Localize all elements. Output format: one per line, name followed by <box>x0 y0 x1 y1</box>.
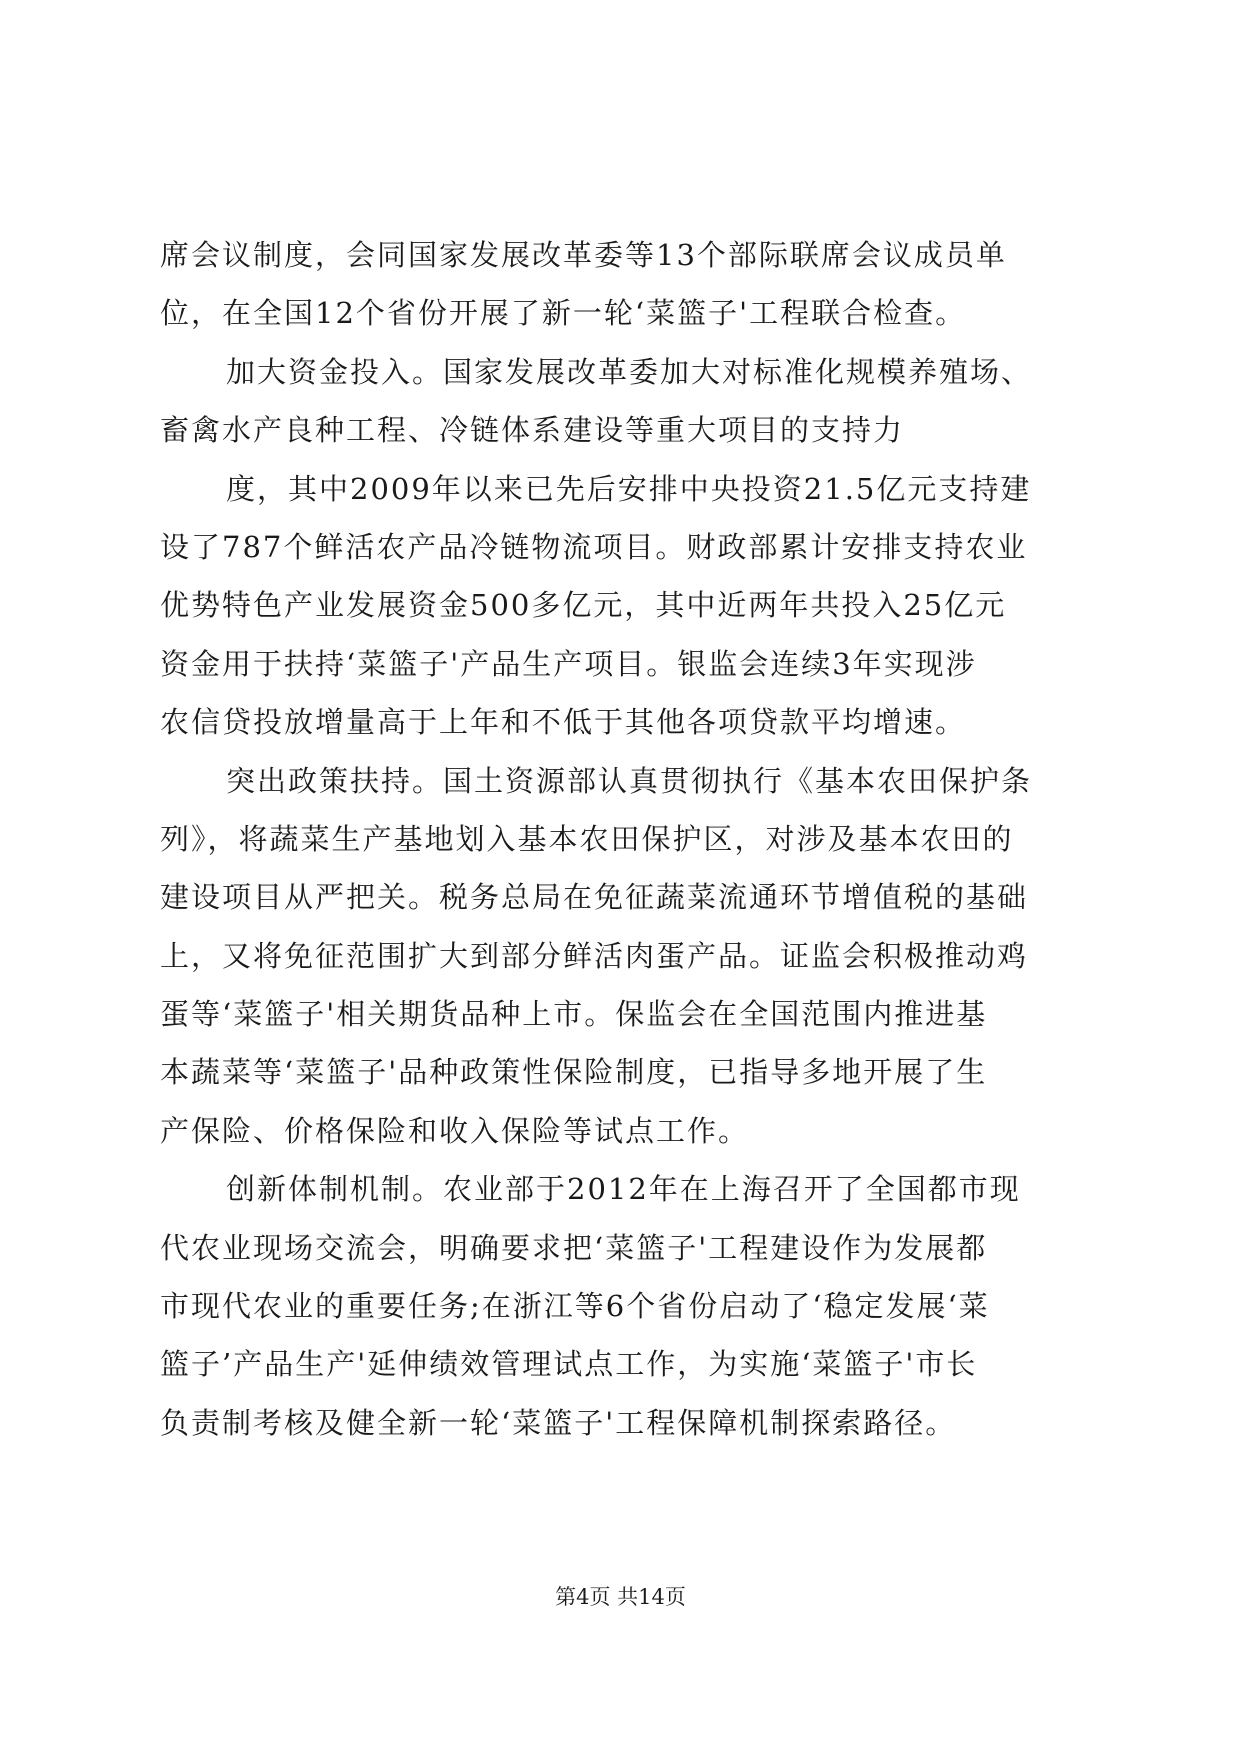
text-line: 设了787个鲜活农产品冷链物流项目。财政部累计安排支持农业 <box>160 529 1028 564</box>
text-line: 篮子’产品生产'延伸绩效管理试点工作，为实施‘菜篮子'市长 <box>160 1347 978 1382</box>
text-line: 负责制考核及健全新一轮‘菜篮子'工程保障机制探索路径。 <box>160 1405 957 1440</box>
text-line: 列》，将蔬菜生产基地划入基本农田保护区，对涉及基本农田的 <box>160 821 1014 856</box>
text-line: 位，在全国12个省份开展了新一轮‘菜篮子'工程联合检查。 <box>160 296 967 331</box>
text-line: 蛋等‘菜篮子'相关期货品种上市。保监会在全国范围内推进基 <box>160 997 988 1032</box>
text-line: 农信贷投放增量高于上年和不低于其他各项贷款平均增速。 <box>160 705 967 740</box>
text-line: 度，其中2009年以来已先后安排中央投资21.5亿元支持建 <box>226 471 1032 506</box>
text-line: 产保险、价格保险和收入保险等试点工作。 <box>160 1113 750 1148</box>
text-line: 建设项目从严把关。税务总局在免征蔬菜流通环节增值税的基础 <box>160 880 1029 915</box>
text-line: 本蔬菜等‘菜篮子'品种政策性保险制度，已指导多地开展了生 <box>160 1055 988 1090</box>
text-line: 优势特色产业发展资金500多亿元，其中近两年共投入25亿元 <box>160 588 1007 623</box>
paragraph-heading-line: 突出政策扶持。国土资源部认真贯彻执行《基本农田保护条 <box>226 763 1033 798</box>
text-line: 畜禽水产良种工程、冷链体系建设等重大项目的支持力 <box>160 413 905 448</box>
text-line: 席会议制度，会同国家发展改革委等13个部际联席会议成员单 <box>160 238 1007 272</box>
page-number-footer: 第4页 共14页 <box>555 1585 686 1609</box>
text-line: 上，又将免征范围扩大到部分鲜活肉蛋产品。证监会积极推动鸡 <box>160 938 1029 973</box>
paragraph-heading-line: 加大资金投入。国家发展改革委加大对标准化规模养殖场、 <box>226 354 1033 389</box>
text-line: 代农业现场交流会，明确要求把‘菜篮子'工程建设作为发展都 <box>160 1230 988 1265</box>
paragraph-heading-line: 创新体制机制。农业部于2012年在上海召开了全国都市现 <box>226 1172 1021 1207</box>
body-text <box>160 226 1084 1452</box>
text-line: 市现代农业的重要任务;在浙江等6个省份启动了‘稳定发展‘菜 <box>160 1289 990 1324</box>
text-line: 资金用于扶持‘菜篮子'产品生产项目。银监会连续3年实现涉 <box>160 646 977 681</box>
